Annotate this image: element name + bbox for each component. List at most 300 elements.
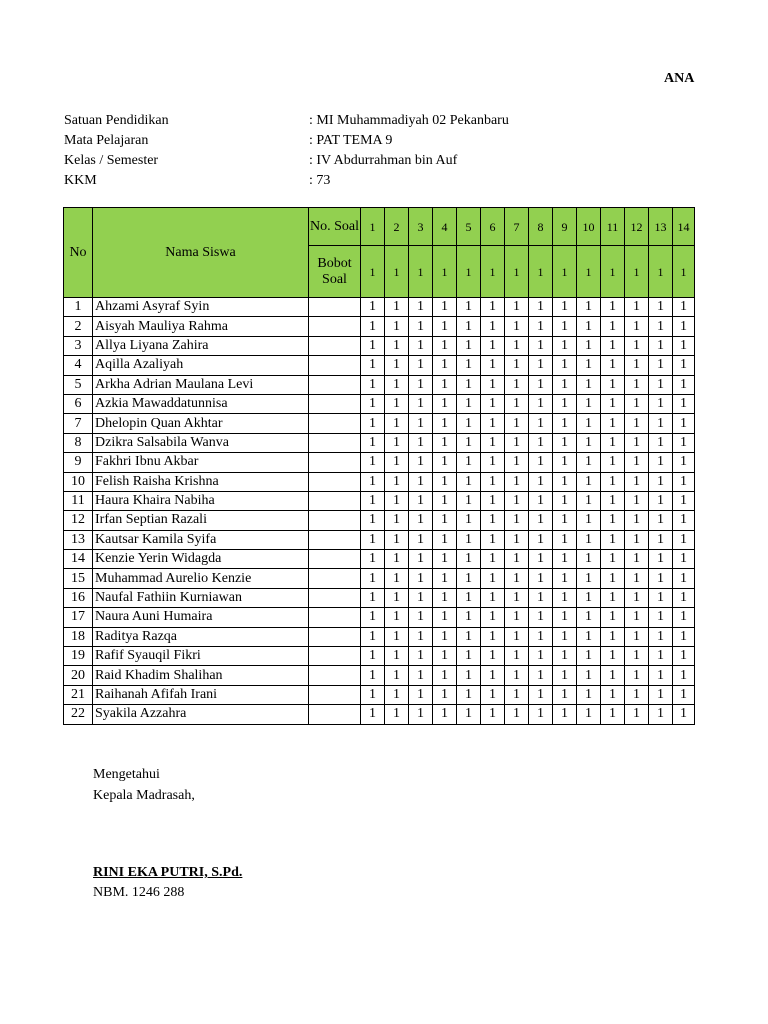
- score-cell: 1: [385, 472, 409, 491]
- score-cell: 1: [505, 685, 529, 704]
- score-cell: 1: [601, 394, 625, 413]
- score-cell: 1: [577, 685, 601, 704]
- score-cell: 1: [505, 569, 529, 588]
- table-row: [64, 608, 695, 627]
- info-value: : 73: [309, 173, 331, 188]
- score-cell: 1: [625, 569, 649, 588]
- empty-cell: [309, 705, 361, 724]
- score-cell: 1: [577, 608, 601, 627]
- empty-cell: [309, 666, 361, 685]
- score-cell: 1: [409, 394, 433, 413]
- score-cell: 1: [577, 491, 601, 510]
- empty-cell: [309, 511, 361, 530]
- score-cell: 1: [409, 336, 433, 355]
- score-cell: 1: [457, 511, 481, 530]
- score-cell: 1: [529, 298, 553, 317]
- weight-cell: 1: [361, 246, 385, 298]
- score-cell: 1: [361, 705, 385, 724]
- score-cell: 1: [649, 414, 673, 433]
- score-cell: 1: [553, 685, 577, 704]
- score-cell: 1: [481, 414, 505, 433]
- score-cell: 1: [649, 375, 673, 394]
- score-cell: 1: [673, 453, 695, 472]
- student-name: Ahzami Asyraf Syin: [93, 298, 309, 317]
- score-cell: 1: [553, 666, 577, 685]
- score-cell: 1: [625, 627, 649, 646]
- score-cell: 1: [385, 666, 409, 685]
- score-cell: 1: [673, 317, 695, 336]
- question-number-cell: 13: [649, 208, 673, 246]
- student-name: Raditya Razqa: [93, 627, 309, 646]
- empty-cell: [309, 472, 361, 491]
- score-cell: 1: [505, 627, 529, 646]
- table-row: [64, 685, 695, 704]
- weight-cell: 1: [409, 246, 433, 298]
- score-cell: 1: [433, 511, 457, 530]
- score-cell: 1: [553, 336, 577, 355]
- score-cell: 1: [433, 336, 457, 355]
- score-cell: 1: [601, 608, 625, 627]
- score-cell: 1: [601, 530, 625, 549]
- score-cell: 1: [649, 336, 673, 355]
- score-cell: 1: [553, 530, 577, 549]
- weight-cell: 1: [433, 246, 457, 298]
- table-row: [64, 647, 695, 666]
- score-cell: 1: [553, 453, 577, 472]
- score-cell: 1: [577, 647, 601, 666]
- score-cell: 1: [625, 414, 649, 433]
- score-cell: 1: [673, 394, 695, 413]
- score-cell: 1: [409, 705, 433, 724]
- score-cell: 1: [481, 453, 505, 472]
- score-cell: 1: [361, 530, 385, 549]
- score-cell: 1: [409, 666, 433, 685]
- label-bobot-soal: Bobot Soal: [309, 246, 361, 298]
- score-cell: 1: [601, 569, 625, 588]
- score-cell: 1: [649, 453, 673, 472]
- score-cell: 1: [433, 588, 457, 607]
- score-cell: 1: [361, 569, 385, 588]
- score-cell: 1: [673, 705, 695, 724]
- score-cell: 1: [385, 433, 409, 452]
- score-cell: 1: [385, 588, 409, 607]
- score-cell: 1: [433, 472, 457, 491]
- score-cell: 1: [505, 317, 529, 336]
- score-cell: 1: [433, 453, 457, 472]
- score-cell: 1: [481, 298, 505, 317]
- student-name: Allya Liyana Zahira: [93, 336, 309, 355]
- score-cell: 1: [601, 414, 625, 433]
- student-number: 8: [64, 433, 93, 452]
- score-cell: 1: [361, 588, 385, 607]
- score-cell: 1: [385, 336, 409, 355]
- score-cell: 1: [409, 491, 433, 510]
- score-cell: 1: [529, 685, 553, 704]
- score-cell: 1: [409, 685, 433, 704]
- score-cell: 1: [481, 685, 505, 704]
- score-cell: 1: [649, 627, 673, 646]
- score-cell: 1: [361, 608, 385, 627]
- student-name: Syakila Azzahra: [93, 705, 309, 724]
- table-row: [64, 666, 695, 685]
- student-name: Azkia Mawaddatunnisa: [93, 394, 309, 413]
- score-cell: 1: [577, 550, 601, 569]
- score-cell: 1: [481, 647, 505, 666]
- question-number-cell: 8: [529, 208, 553, 246]
- weight-cell: 1: [529, 246, 553, 298]
- score-cell: 1: [649, 550, 673, 569]
- signer-nbm: NBM. 1246 288: [93, 885, 185, 900]
- score-cell: 1: [649, 491, 673, 510]
- score-cell: 1: [361, 375, 385, 394]
- empty-cell: [309, 356, 361, 375]
- score-cell: 1: [361, 298, 385, 317]
- score-cell: 1: [625, 491, 649, 510]
- score-cell: 1: [577, 569, 601, 588]
- score-cell: 1: [409, 414, 433, 433]
- score-cell: 1: [577, 453, 601, 472]
- score-cell: 1: [409, 569, 433, 588]
- score-cell: 1: [625, 511, 649, 530]
- table-row: [64, 491, 695, 510]
- score-cell: 1: [409, 317, 433, 336]
- score-cell: 1: [649, 317, 673, 336]
- score-cell: 1: [385, 317, 409, 336]
- table-row: [64, 356, 695, 375]
- table-row: [64, 298, 695, 317]
- score-cell: 1: [457, 685, 481, 704]
- score-cell: 1: [553, 511, 577, 530]
- score-cell: 1: [673, 588, 695, 607]
- question-number-cell: 5: [457, 208, 481, 246]
- score-cell: 1: [601, 588, 625, 607]
- score-cell: 1: [385, 394, 409, 413]
- student-number: 4: [64, 356, 93, 375]
- question-number-cell: 10: [577, 208, 601, 246]
- score-cell: 1: [529, 627, 553, 646]
- score-cell: 1: [649, 588, 673, 607]
- score-cell: 1: [457, 298, 481, 317]
- score-cell: 1: [673, 627, 695, 646]
- score-cell: 1: [457, 375, 481, 394]
- score-cell: 1: [601, 627, 625, 646]
- score-cell: 1: [625, 530, 649, 549]
- score-cell: 1: [505, 375, 529, 394]
- student-name: Aisyah Mauliya Rahma: [93, 317, 309, 336]
- score-cell: 1: [385, 569, 409, 588]
- score-cell: 1: [553, 588, 577, 607]
- score-cell: 1: [529, 453, 553, 472]
- score-cell: 1: [505, 336, 529, 355]
- score-cell: 1: [433, 666, 457, 685]
- score-cell: 1: [673, 511, 695, 530]
- score-cell: 1: [553, 647, 577, 666]
- score-cell: 1: [625, 472, 649, 491]
- score-cell: 1: [361, 685, 385, 704]
- empty-cell: [309, 414, 361, 433]
- info-value: : PAT TEMA 9: [309, 133, 393, 148]
- empty-cell: [309, 375, 361, 394]
- score-cell: 1: [433, 491, 457, 510]
- empty-cell: [309, 569, 361, 588]
- score-cell: 1: [409, 647, 433, 666]
- score-cell: 1: [625, 588, 649, 607]
- empty-cell: [309, 394, 361, 413]
- table-row: [64, 511, 695, 530]
- student-number: 18: [64, 627, 93, 646]
- score-cell: 1: [433, 627, 457, 646]
- weight-cell: 1: [553, 246, 577, 298]
- score-cell: 1: [529, 414, 553, 433]
- score-cell: 1: [433, 569, 457, 588]
- student-number: 19: [64, 647, 93, 666]
- student-number: 14: [64, 550, 93, 569]
- score-cell: 1: [553, 550, 577, 569]
- score-cell: 1: [625, 666, 649, 685]
- score-cell: 1: [433, 394, 457, 413]
- score-cell: 1: [481, 491, 505, 510]
- score-cell: 1: [601, 685, 625, 704]
- position-text: Kepala Madrasah,: [93, 788, 195, 803]
- score-cell: 1: [505, 356, 529, 375]
- score-cell: 1: [577, 336, 601, 355]
- empty-cell: [309, 491, 361, 510]
- student-number: 13: [64, 530, 93, 549]
- score-cell: 1: [601, 356, 625, 375]
- score-cell: 1: [529, 472, 553, 491]
- score-cell: 1: [553, 569, 577, 588]
- score-cell: 1: [577, 394, 601, 413]
- student-name: Aqilla Azaliyah: [93, 356, 309, 375]
- info-label: Satuan Pendidikan: [64, 113, 169, 128]
- student-number: 17: [64, 608, 93, 627]
- score-cell: 1: [577, 705, 601, 724]
- student-name: Irfan Septian Razali: [93, 511, 309, 530]
- score-cell: 1: [457, 647, 481, 666]
- score-cell: 1: [553, 608, 577, 627]
- student-name: Raid Khadim Shalihan: [93, 666, 309, 685]
- student-name: Naura Auni Humaira: [93, 608, 309, 627]
- table-row: [64, 588, 695, 607]
- acknowledgement-block: [93, 764, 195, 806]
- score-cell: 1: [361, 472, 385, 491]
- score-cell: 1: [625, 375, 649, 394]
- score-cell: 1: [481, 511, 505, 530]
- score-cell: 1: [409, 550, 433, 569]
- score-cell: 1: [625, 336, 649, 355]
- student-number: 1: [64, 298, 93, 317]
- score-cell: 1: [433, 414, 457, 433]
- score-cell: 1: [577, 472, 601, 491]
- score-cell: 1: [553, 317, 577, 336]
- question-number-cell: 1: [361, 208, 385, 246]
- score-cell: 1: [481, 317, 505, 336]
- score-table: [63, 207, 695, 725]
- score-cell: 1: [361, 491, 385, 510]
- score-cell: 1: [649, 511, 673, 530]
- empty-cell: [309, 433, 361, 452]
- score-cell: 1: [409, 298, 433, 317]
- score-cell: 1: [457, 666, 481, 685]
- score-cell: 1: [529, 394, 553, 413]
- score-cell: 1: [409, 375, 433, 394]
- weight-cell: 1: [601, 246, 625, 298]
- table-row: [64, 472, 695, 491]
- weight-cell: 1: [625, 246, 649, 298]
- weight-cell: 1: [649, 246, 673, 298]
- score-cell: 1: [577, 298, 601, 317]
- empty-cell: [309, 608, 361, 627]
- score-cell: 1: [649, 356, 673, 375]
- score-cell: 1: [361, 394, 385, 413]
- score-cell: 1: [361, 550, 385, 569]
- score-cell: 1: [385, 491, 409, 510]
- score-cell: 1: [409, 588, 433, 607]
- score-cell: 1: [529, 530, 553, 549]
- score-cell: 1: [433, 608, 457, 627]
- score-cell: 1: [553, 375, 577, 394]
- score-cell: 1: [457, 569, 481, 588]
- score-cell: 1: [433, 317, 457, 336]
- score-cell: 1: [577, 666, 601, 685]
- score-cell: 1: [457, 588, 481, 607]
- empty-cell: [309, 588, 361, 607]
- score-cell: 1: [481, 472, 505, 491]
- score-cell: 1: [385, 375, 409, 394]
- score-cell: 1: [577, 588, 601, 607]
- score-cell: 1: [361, 433, 385, 452]
- student-number: 11: [64, 491, 93, 510]
- score-cell: 1: [649, 647, 673, 666]
- score-cell: 1: [601, 336, 625, 355]
- student-number: 2: [64, 317, 93, 336]
- student-number: 9: [64, 453, 93, 472]
- score-cell: 1: [433, 685, 457, 704]
- score-cell: 1: [361, 356, 385, 375]
- score-cell: 1: [481, 608, 505, 627]
- score-cell: 1: [529, 511, 553, 530]
- score-cell: 1: [673, 433, 695, 452]
- score-cell: 1: [625, 317, 649, 336]
- score-cell: 1: [529, 356, 553, 375]
- table-row: [64, 394, 695, 413]
- weight-cell: 1: [481, 246, 505, 298]
- student-number: 3: [64, 336, 93, 355]
- score-cell: 1: [601, 433, 625, 452]
- score-cell: 1: [505, 453, 529, 472]
- score-cell: 1: [553, 414, 577, 433]
- score-cell: 1: [385, 685, 409, 704]
- score-cell: 1: [505, 414, 529, 433]
- table-row: [64, 414, 695, 433]
- table-row: [64, 317, 695, 336]
- student-name: Fakhri Ibnu Akbar: [93, 453, 309, 472]
- score-cell: 1: [505, 511, 529, 530]
- info-label: KKM: [64, 173, 97, 188]
- signer-name: RINI EKA PUTRI, S.Pd.: [93, 865, 243, 880]
- score-cell: 1: [457, 356, 481, 375]
- score-cell: 1: [457, 317, 481, 336]
- score-cell: 1: [361, 666, 385, 685]
- student-number: 16: [64, 588, 93, 607]
- table-row: [64, 705, 695, 724]
- empty-cell: [309, 317, 361, 336]
- score-cell: 1: [385, 298, 409, 317]
- score-cell: 1: [505, 666, 529, 685]
- score-cell: 1: [577, 414, 601, 433]
- score-cell: 1: [385, 647, 409, 666]
- score-cell: 1: [385, 705, 409, 724]
- student-number: 10: [64, 472, 93, 491]
- score-cell: 1: [529, 336, 553, 355]
- score-cell: 1: [481, 356, 505, 375]
- score-cell: 1: [625, 453, 649, 472]
- score-cell: 1: [553, 433, 577, 452]
- score-cell: 1: [457, 414, 481, 433]
- score-cell: 1: [625, 705, 649, 724]
- score-cell: 1: [649, 394, 673, 413]
- acknowledge-text: Mengetahui: [93, 767, 160, 782]
- score-cell: 1: [505, 472, 529, 491]
- score-cell: 1: [505, 491, 529, 510]
- score-cell: 1: [625, 685, 649, 704]
- score-cell: 1: [529, 608, 553, 627]
- student-name: Kautsar Kamila Syifa: [93, 530, 309, 549]
- score-cell: 1: [529, 491, 553, 510]
- score-cell: 1: [601, 511, 625, 530]
- table-row: [64, 550, 695, 569]
- score-cell: 1: [505, 608, 529, 627]
- score-cell: 1: [625, 356, 649, 375]
- score-cell: 1: [409, 530, 433, 549]
- score-cell: 1: [361, 511, 385, 530]
- weight-cell: 1: [673, 246, 695, 298]
- student-name: Rafif Syauqil Fikri: [93, 647, 309, 666]
- score-cell: 1: [673, 414, 695, 433]
- score-cell: 1: [577, 511, 601, 530]
- score-cell: 1: [649, 666, 673, 685]
- score-cell: 1: [505, 550, 529, 569]
- score-cell: 1: [457, 530, 481, 549]
- student-rows: [64, 298, 695, 725]
- score-cell: 1: [433, 375, 457, 394]
- score-cell: 1: [385, 530, 409, 549]
- score-cell: 1: [433, 550, 457, 569]
- score-cell: 1: [457, 491, 481, 510]
- score-cell: 1: [457, 550, 481, 569]
- score-cell: 1: [577, 627, 601, 646]
- score-cell: 1: [529, 433, 553, 452]
- score-cell: 1: [625, 550, 649, 569]
- score-cell: 1: [481, 588, 505, 607]
- score-cell: 1: [673, 491, 695, 510]
- empty-cell: [309, 627, 361, 646]
- score-cell: 1: [361, 414, 385, 433]
- score-cell: 1: [505, 588, 529, 607]
- info-label: Mata Pelajaran: [64, 133, 149, 148]
- student-number: 5: [64, 375, 93, 394]
- score-cell: 1: [601, 666, 625, 685]
- score-cell: 1: [505, 530, 529, 549]
- score-cell: 1: [361, 317, 385, 336]
- score-cell: 1: [457, 608, 481, 627]
- score-cell: 1: [433, 705, 457, 724]
- weight-cell: 1: [385, 246, 409, 298]
- score-cell: 1: [601, 491, 625, 510]
- score-cell: 1: [601, 550, 625, 569]
- score-cell: 1: [649, 705, 673, 724]
- score-cell: 1: [433, 530, 457, 549]
